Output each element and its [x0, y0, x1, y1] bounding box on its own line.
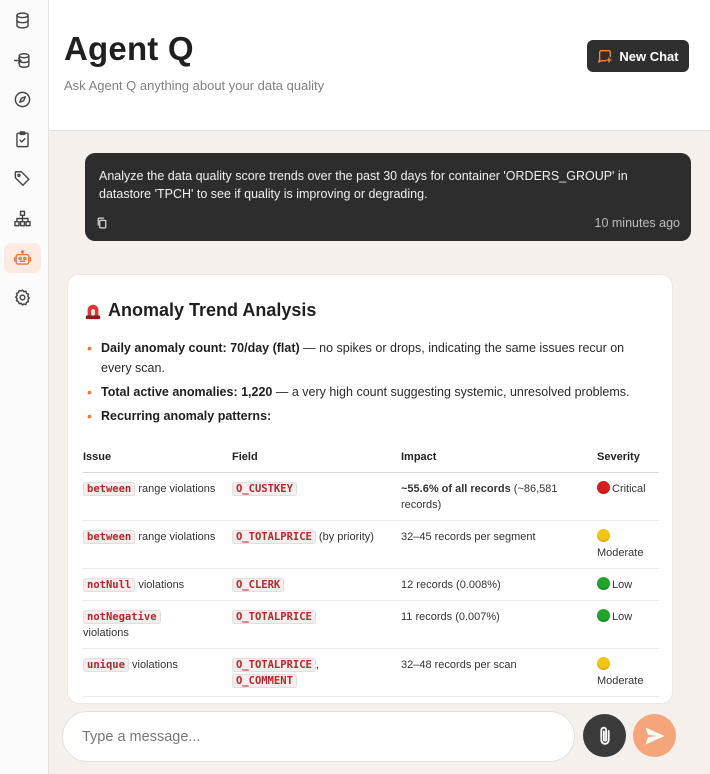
severity-label: Moderate: [597, 547, 644, 559]
field-cell: [232, 601, 401, 649]
issue-text: violations: [83, 627, 129, 639]
table-row: [83, 649, 659, 697]
field-cell: [232, 521, 401, 569]
impact-text: 32–45 records per segment: [401, 531, 536, 543]
field-code: O_TOTALPRICE: [232, 530, 316, 544]
bullet-text: — no spikes or drops, indicating the same issues recur on every scan.: [101, 341, 625, 375]
severity-dot-icon: [597, 481, 610, 494]
page-subtitle: Ask Agent Q anything about your data quality: [64, 78, 325, 93]
issue-cell: [83, 569, 232, 601]
issue-cell: [83, 601, 232, 649]
anomaly-table: [83, 445, 659, 697]
impact-cell: [401, 473, 597, 521]
send-button[interactable]: [633, 714, 676, 757]
issue-cell: [83, 649, 232, 697]
copy-icon[interactable]: [96, 217, 108, 229]
table-row: [83, 601, 659, 649]
impact-bold: ~55.6% of all records: [401, 483, 511, 495]
impact-cell: [401, 649, 597, 697]
clipboard-check-icon: [13, 130, 32, 149]
robot-icon: [13, 249, 32, 268]
issue-code: unique: [83, 658, 129, 672]
issue-text: violations: [128, 659, 178, 671]
sidebar-item-settings[interactable]: [4, 282, 41, 312]
database-icon: [13, 11, 32, 30]
field-extra: (by priority): [315, 531, 374, 543]
impact-cell: [401, 521, 597, 569]
sidebar: [0, 0, 49, 774]
severity-dot-icon: [597, 529, 610, 542]
siren-icon: [84, 302, 102, 320]
impact-text: 32–48 records per scan: [401, 659, 517, 671]
severity-dot-icon: [597, 577, 610, 590]
severity-label: Low: [612, 611, 633, 623]
compass-icon: [13, 90, 32, 109]
table-header: Severity: [597, 445, 659, 473]
field-code: O_TOTALPRICE: [232, 658, 316, 672]
user-message: [85, 153, 691, 241]
send-icon: [643, 724, 667, 748]
message-timestamp: 10 minutes ago: [594, 216, 680, 230]
new-chat-icon: [597, 48, 613, 64]
severity-cell: [597, 473, 659, 521]
field-code: O_TOTALPRICE: [232, 610, 316, 624]
impact-cell: [401, 601, 597, 649]
message-composer: [62, 711, 575, 762]
table-header: Field: [232, 445, 401, 473]
impact-cell: [401, 569, 597, 601]
table-header-row: [83, 445, 659, 473]
table-row: [83, 473, 659, 521]
issue-cell: [83, 521, 232, 569]
bullet-label: Recurring anomaly patterns:: [101, 409, 272, 423]
severity-dot-icon: [597, 609, 610, 622]
issue-code: notNull: [83, 578, 135, 592]
hierarchy-icon: [13, 209, 32, 228]
impact-text: 11 records (0.007%): [401, 611, 500, 623]
severity-dot-icon: [597, 657, 610, 670]
bullet-label: Total active anomalies: 1,220: [101, 385, 273, 399]
field-cell: [232, 649, 401, 697]
sidebar-item-enrichment[interactable]: [4, 45, 41, 75]
sidebar-item-checks[interactable]: [4, 124, 41, 154]
user-message-text: Analyze the data quality score trends over the past 30 days for container 'ORDERS_GROUP' in datastore 'TPCH' to see if quality is improving or degrading.: [99, 169, 628, 201]
field-code: O_CUSTKEY: [232, 482, 297, 496]
attach-button[interactable]: [583, 714, 626, 757]
issue-code: between: [83, 530, 135, 544]
issue-cell: [83, 473, 232, 521]
field-code: O_CLERK: [232, 578, 284, 592]
table-header: Impact: [401, 445, 597, 473]
field-extra: ,: [315, 659, 319, 671]
severity-cell: [597, 521, 659, 569]
severity-label: Moderate: [597, 675, 644, 687]
reply-title: [84, 300, 316, 321]
severity-label: Low: [612, 579, 633, 591]
sidebar-item-explore[interactable]: [4, 84, 41, 114]
severity-cell: [597, 601, 659, 649]
severity-label: Critical: [612, 483, 646, 495]
field-cell: [232, 473, 401, 521]
impact-text: 12 records (0.008%): [401, 579, 501, 591]
table-row: [83, 521, 659, 569]
tag-icon: [13, 169, 32, 188]
message-input[interactable]: [82, 729, 562, 745]
new-chat-label: New Chat: [619, 48, 679, 64]
issue-text: violations: [135, 579, 185, 591]
reply-bullet-list: [84, 338, 654, 430]
data-import-icon: [13, 51, 32, 70]
issue-text: range violations: [135, 483, 216, 495]
table-row: [83, 569, 659, 601]
impact-text: (~86,581 records): [401, 483, 558, 511]
paperclip-icon: [594, 725, 616, 747]
sidebar-item-tags[interactable]: [4, 163, 41, 193]
table-header: Issue: [83, 445, 232, 473]
reply-title-text: Anomaly Trend Analysis: [108, 300, 317, 320]
assistant-reply: [67, 274, 673, 704]
new-chat-button[interactable]: [587, 40, 689, 72]
page-title: Agent Q: [64, 30, 194, 67]
sidebar-item-agent-q[interactable]: [4, 243, 41, 273]
bullet-text: — a very high count suggesting systemic, unresolved problems.: [272, 385, 630, 399]
gear-icon: [13, 288, 32, 307]
severity-cell: [597, 649, 659, 697]
sidebar-item-flows[interactable]: [4, 203, 41, 233]
issue-code: between: [83, 482, 135, 496]
severity-cell: [597, 569, 659, 601]
issue-code: notNegative: [83, 610, 161, 624]
bullet-label: Daily anomaly count: 70/day (flat): [101, 341, 300, 355]
list-item: [84, 338, 654, 378]
field-cell: [232, 569, 401, 601]
issue-text: range violations: [135, 531, 216, 543]
field-code: O_COMMENT: [232, 674, 297, 688]
sidebar-item-datastores[interactable]: [4, 5, 41, 35]
list-item: [84, 406, 654, 426]
list-item: [84, 382, 654, 402]
page-header: [49, 0, 710, 131]
